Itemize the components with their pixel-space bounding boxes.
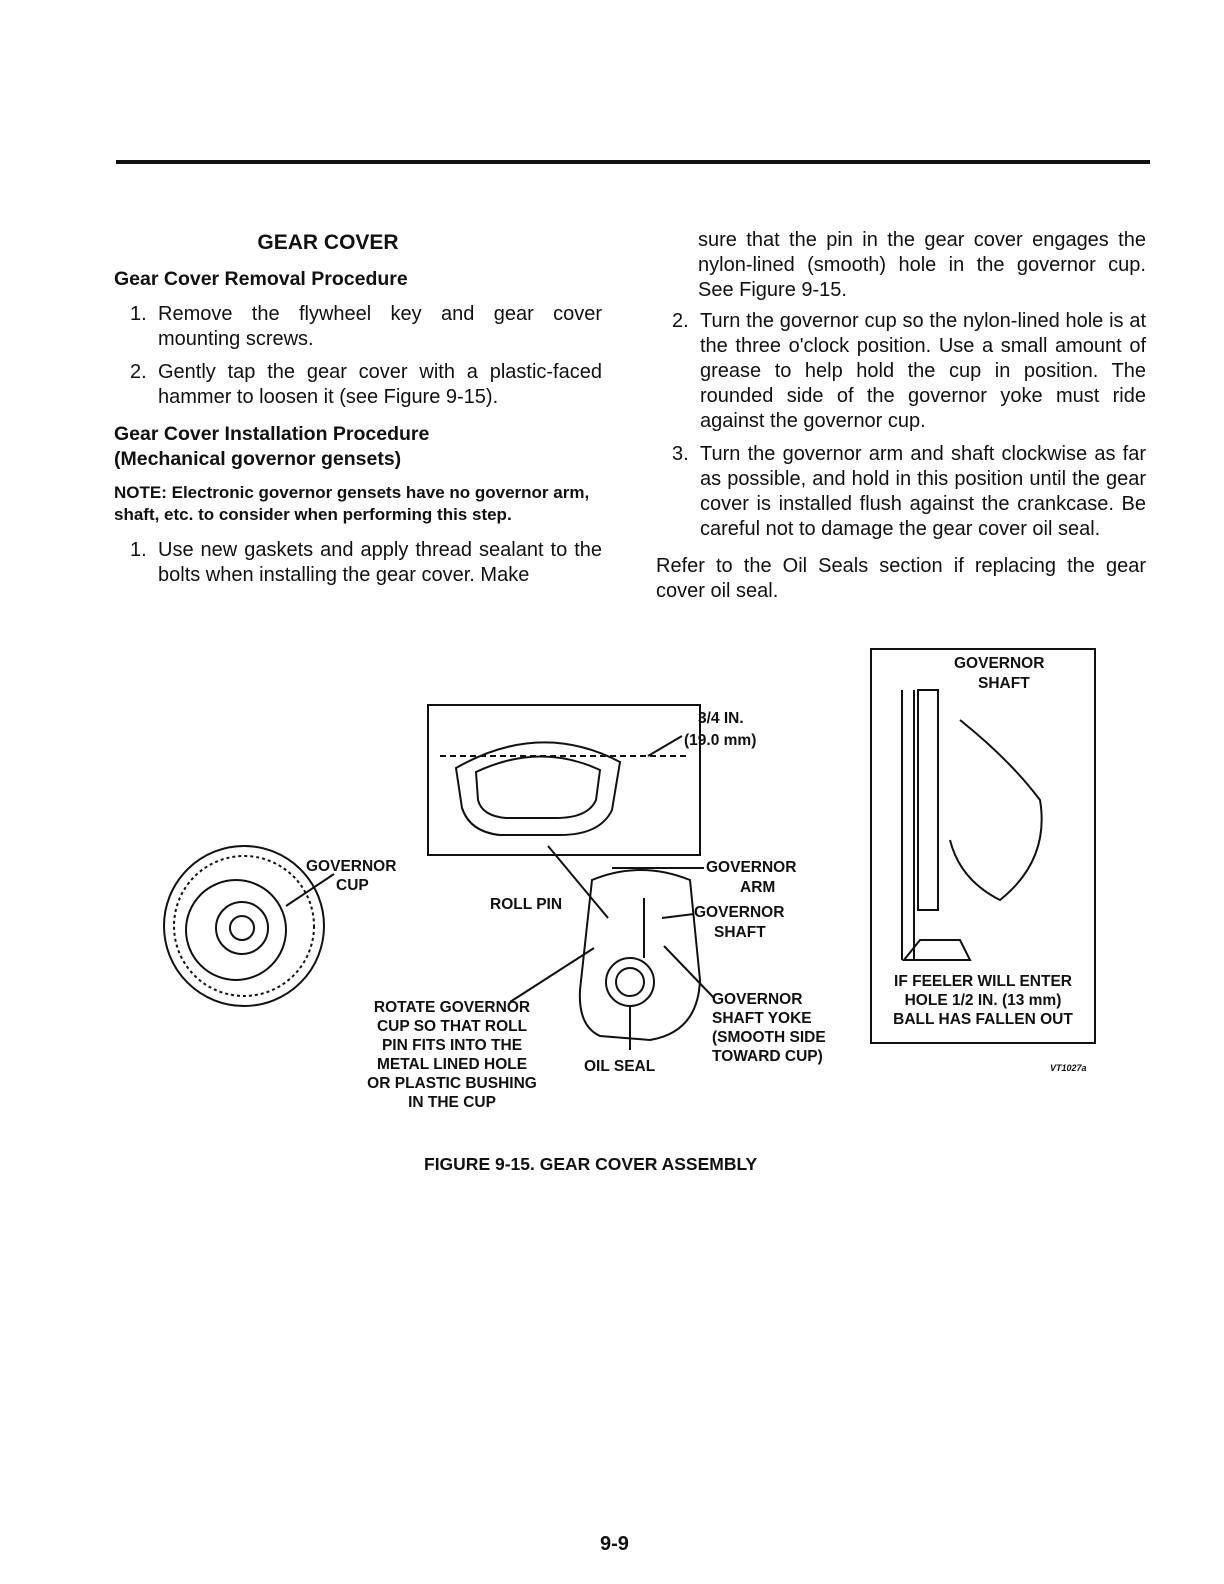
rotate-line: METAL LINED HOLE — [376, 1056, 528, 1073]
governor-shaft-label-1: GOVERNOR — [694, 904, 785, 921]
step-number: 3. — [672, 443, 689, 465]
list-item — [114, 302, 602, 352]
installation-heading-line2: (Mechanical governor gensets) — [114, 448, 402, 470]
yoke-line: GOVERNOR — [712, 991, 803, 1008]
installation-heading — [114, 422, 602, 472]
flywheel-gear — [164, 846, 324, 1006]
right-column — [656, 228, 1146, 604]
rotate-line: OR PLASTIC BUSHING — [367, 1075, 537, 1092]
installation-steps — [656, 309, 1146, 542]
oil-seal-label: OIL SEAL — [584, 1058, 656, 1075]
list-item — [656, 309, 1146, 434]
governor-cup-hub — [216, 902, 268, 954]
note: NOTE: Electronic governor gensets have no governor arm, shaft, etc. to consider when performing this step. — [114, 483, 590, 524]
yoke-line: TOWARD CUP) — [712, 1048, 823, 1065]
yoke-line: SHAFT YOKE — [712, 1010, 812, 1027]
yoke-line: (SMOOTH SIDE — [712, 1029, 826, 1046]
step-number: 1. — [130, 303, 147, 325]
dimension-label-in: 3/4 IN. — [698, 710, 744, 727]
gear-cover-outline — [456, 742, 620, 835]
header-rule — [116, 160, 1150, 164]
page-number: 9-9 — [600, 1533, 629, 1555]
rotate-instruction — [352, 998, 552, 1112]
step-text: Remove the flywheel key and gear cover mounting screws. — [158, 303, 602, 350]
rotate-line: PIN FITS INTO THE — [381, 1037, 523, 1054]
governor-arm-label-2: ARM — [740, 879, 776, 896]
governor-arm-label-1: GOVERNOR — [706, 859, 797, 876]
installation-steps-start — [114, 538, 602, 588]
list-item — [656, 442, 1146, 542]
step1-continuation: sure that the pin in the gear cover engages the nylon-lined (smooth) hole in the governor cup. See Figure 9-15. — [698, 229, 1146, 301]
closing-text: Refer to the Oil Seals section if replacing the gear cover oil seal. — [656, 555, 1146, 602]
step-text: Use new gaskets and apply thread sealant to the bolts when installing the gear cover. Make — [158, 539, 602, 586]
inset-shaft-label-2: SHAFT — [978, 675, 1030, 692]
left-column — [114, 228, 602, 600]
step-text: Turn the governor arm and shaft clockwise as far as possible, and hold in this position until the gear cover is installed flush against the crankcase. Be careful not to damage the gear cover oil seal. — [700, 443, 1146, 540]
figure-code: VT1027a — [1050, 1063, 1087, 1073]
list-item — [114, 360, 602, 410]
section-title: GEAR COVER — [257, 231, 399, 254]
roll-pin-label: ROLL PIN — [490, 896, 563, 913]
inset-shaft-label-1: GOVERNOR — [954, 655, 1045, 672]
rotate-line: ROTATE GOVERNOR — [373, 999, 531, 1016]
removal-steps — [114, 302, 602, 410]
feeler-line: HOLE 1/2 IN. (13 mm) — [904, 992, 1062, 1009]
governor-cup-label-1: GOVERNOR — [306, 858, 397, 875]
gear-cover-body — [580, 870, 700, 1040]
yoke-label — [712, 990, 826, 1066]
step-number: 2. — [130, 361, 147, 383]
feeler-line: BALL HAS FALLEN OUT — [893, 1011, 1073, 1028]
oil-seal — [606, 958, 654, 1006]
dimension-inset-frame — [428, 705, 700, 855]
installation-heading-line1: Gear Cover Installation Procedure — [114, 423, 430, 445]
removal-heading: Gear Cover Removal Procedure — [114, 268, 408, 290]
step-text: Gently tap the gear cover with a plastic-faced hammer to loosen it (see Figure 9-15). — [158, 361, 602, 408]
list-item — [114, 538, 602, 588]
rotate-line: CUP SO THAT ROLL — [376, 1018, 528, 1035]
figure-caption: FIGURE 9-15. GEAR COVER ASSEMBLY — [424, 1154, 758, 1174]
step-number: 1. — [130, 539, 147, 561]
dimension-arrow — [648, 736, 682, 756]
feeler-line: IF FEELER WILL ENTER — [894, 973, 1072, 990]
step-number: 2. — [672, 310, 689, 332]
feeler-note — [878, 972, 1088, 1029]
step-text: Turn the governor cup so the nylon-lined hole is at the three o'clock position. Use a small amount of grease to help hold the cup in position. The rounded side of the governor yoke must ride against the governor cup. — [700, 310, 1146, 432]
rotate-line: IN THE CUP — [408, 1094, 496, 1111]
governor-shaft-label-2: SHAFT — [714, 924, 766, 941]
governor-cup-label-2: CUP — [336, 877, 369, 894]
dimension-label-mm: (19.0 mm) — [684, 732, 757, 749]
